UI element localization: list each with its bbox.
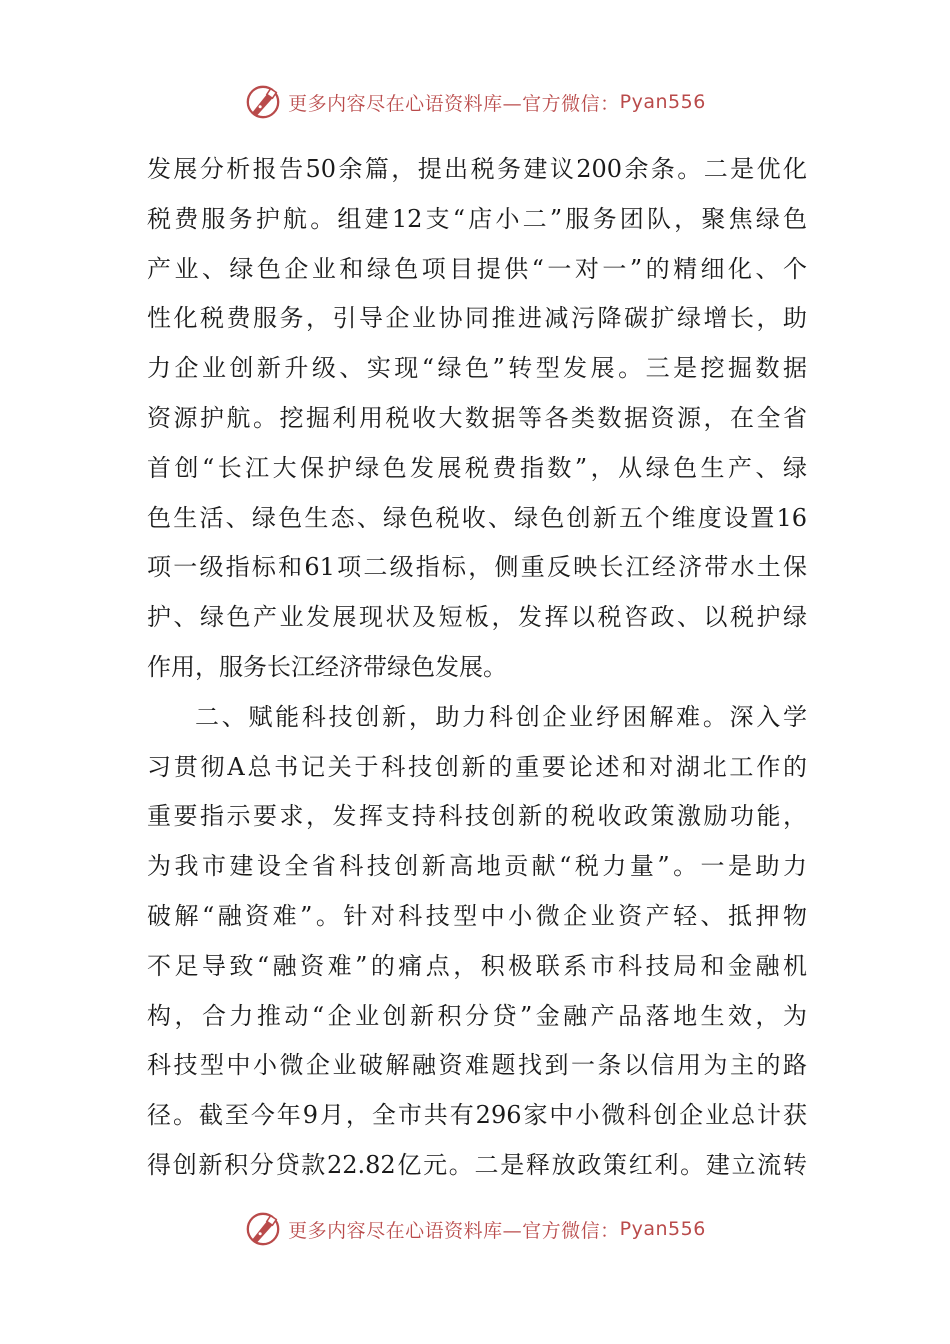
document-body [147,145,807,1191]
body-line: 项一级指标和61项二级指标，侧重反映长江经济带水土保 [147,553,807,582]
pen-nib-icon [244,83,282,121]
section-heading-line: 二、赋能科技创新，助力科创企业纾困解难。深入学 [195,702,807,731]
body-line: 作用，服务长江经济带绿色发展。 [147,652,507,681]
body-line: 资源护航。挖掘利用税收大数据等各类数据资源，在全省 [147,403,807,432]
body-line: 税费服务护航。组建12支“店小二”服务团队，聚焦绿色 [147,204,807,233]
watermark-wechat-id: Pyan556 [619,1218,706,1240]
body-line: 产业、绿色企业和绿色项目提供“一对一”的精细化、个 [147,254,807,283]
body-line: 构，合力推动“企业创新积分贷”金融产品落地生效，为 [147,1001,807,1030]
watermark-site-text: 更多内容尽在心语资料库—官方微信： [288,92,620,115]
body-line: 首创“长江大保护绿色发展税费指数”，从绿色生产、绿 [147,453,807,482]
watermark-wechat-id: Pyan556 [619,91,706,113]
body-line: 色生活、绿色生态、绿色税收、绿色创新五个维度设置16 [147,503,807,532]
body-line: 径。截至今年9月，全市共有296家中小微科创企业总计获 [147,1101,807,1130]
body-line: 力企业创新升级、实现“绿色”转型发展。三是挖掘数据 [147,354,807,383]
body-line: 破解“融资难”。针对科技型中小微企业资产轻、抵押物 [147,901,807,930]
body-line: 发展分析报告50余篇，提出税务建议200余条。二是优化 [147,155,807,183]
body-line: 不足导致“融资难”的痛点，积极联系市科技局和金融机 [147,951,807,980]
body-line: 重要指示要求，发挥支持科技创新的税收政策激励功能， [147,802,807,831]
watermark-site-text: 更多内容尽在心语资料库—官方微信： [288,1219,620,1242]
body-line: 性化税费服务，引导企业协同推进减污降碳扩绿增长，助 [147,304,807,333]
body-line: 习贯彻A总书记关于科技创新的重要论述和对湖北工作的 [147,752,807,781]
header-watermark [0,80,950,124]
pen-nib-icon [244,1210,282,1248]
body-line: 护、绿色产业发展现状及短板，发挥以税咨政、以税护绿 [147,603,807,632]
body-line: 科技型中小微企业破解融资难题找到一条以信用为主的路 [147,1051,807,1080]
body-line: 得创新积分贷款22.82亿元。二是释放政策红利。建立流转 [147,1150,807,1179]
body-line: 为我市建设全省科技创新高地贡献“税力量”。一是助力 [147,852,807,881]
footer-watermark [0,1207,950,1251]
